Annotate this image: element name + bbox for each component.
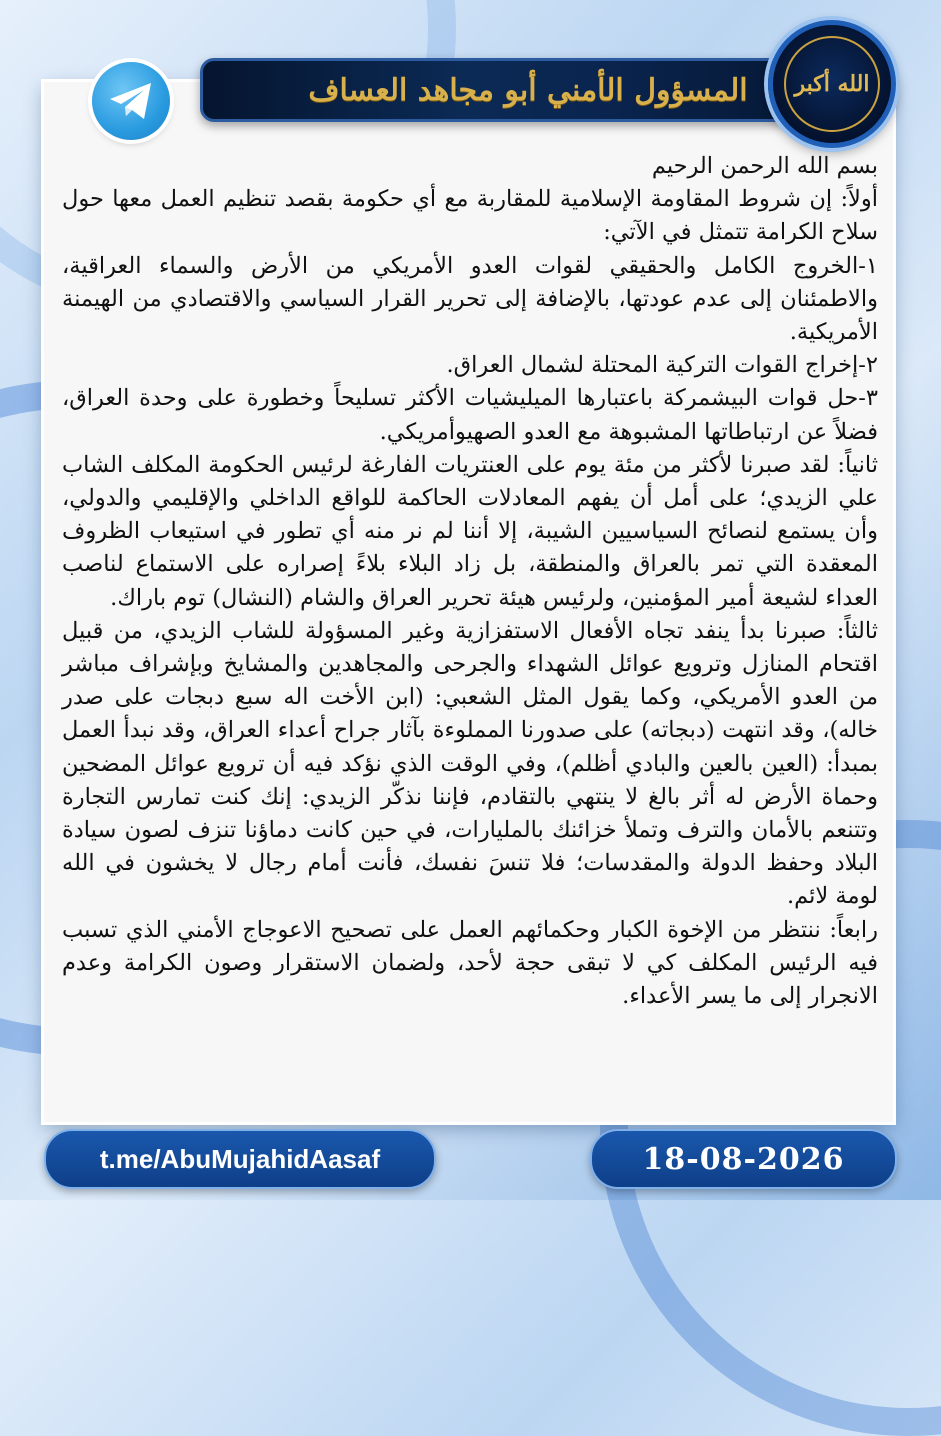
paragraph-condition-1: ١-الخروج الكامل والحقيقي لقوات العدو الأمريكي من الأرض والسماء العراقية، والاطمئنان إلى عدم عودتها، بالإضافة إلى تحرير القرار السياسي والاقتصادي من الهيمنة الأمريكية. xyxy=(62,252,878,346)
paragraph-third: ثالثاً: صبرنا بدأ ينفد تجاه الأفعال الاستفزازية وغير المسؤولة للشاب الزيدي، من قبيل اقتحام المنازل وترويع عوائل الشهداء والجرحى والمجاهدين والمشايخ وبإشراف مباشر من العدو الأمريكي، وكما يقول المثل الشعبي: (ابن الأخت اله سبع دبجات على صدر خاله)، وقد انتهت (دبجاته) على صدورنا المملوءة بآثار جراح أعداء العراق، وقد نبدأ العمل بمبدأ: (العين بالعين والبادي أظلم)، وفي الوقت الذي نؤكد فيه أن ترويع عوائل المضحين وحماة الأرض له أثر بالغ لا ينتهي بالتقادم، فإننا نذكّر الزيدي: إنك كنت تمارس التجارة وتتنعم بالأمان والترف وتملأ خزائنك بالمليارات، في حين كانت دماؤنا تنزف لصون سيادة البلاد وحفظ الدولة والمقدسات؛ فلا تنسَ نفسك، فأنت أمام رجال لا يخشون في الله لومة لائم. xyxy=(62,617,878,910)
telegram-link[interactable]: t.me/AbuMujahidAasaf xyxy=(99,1143,381,1174)
page-title: المسؤول الأمني أبو مجاهد العساف xyxy=(308,72,748,108)
emblem-ring xyxy=(784,36,880,132)
statement-date: 18-08-2026 xyxy=(642,1141,845,1177)
date-pill xyxy=(590,1129,897,1189)
allahu-akbar-emblem-icon xyxy=(768,20,896,148)
emblem-text: الله أكبر xyxy=(794,70,870,97)
statement-body xyxy=(62,150,878,1030)
paragraph-second: ثانياً: لقد صبرنا لأكثر من مئة يوم على العنتريات الفارغة لرئيس الحكومة المكلف الشاب علي الزيدي؛ على أمل أن يفهم المعادلات الحاكمة للواقع الداخلي والإقليمي والدولي، وأن يستمع لنصائح السياسيين الشيبة، إلا أننا لم نر منه أي تطور في استيعاب الظروف المعقدة التي تمر بالعراق والمنطقة، بل زاد البلاء بلاءً إصراره على الاستماع لناصب العداء لشيعة أمير المؤمنين، ولرئيس هيئة تحرير العراق والشام (النشال) توم باراك. xyxy=(62,451,878,611)
paragraph-first: أولاً: إن شروط المقاومة الإسلامية للمقاربة مع أي حكومة بقصد تنظيم العمل معها حول سلاح الكرامة تتمثل في الآتي: xyxy=(62,186,878,246)
title-bar xyxy=(200,58,856,122)
paragraph-fourth: رابعاً: ننتظر من الإخوة الكبار وحكمائهم العمل على تصحيح الاعوجاج الأمني الذي تسبب فيه الرئيس المكلف كي لا تبقى حجة لأحد، ولضمان الاستقرار وصون الكرامة وعدم الانجرار إلى ما يسر الأعداء. xyxy=(62,916,878,1010)
telegram-icon[interactable] xyxy=(92,62,170,140)
paper-plane-icon xyxy=(108,81,154,121)
paragraph-condition-3: ٣-حل قوات البيشمركة باعتبارها الميليشيات الأكثر تسليحاً وخطورة على وحدة العراق، فضلاً عن ارتباطاتها المشبوهة مع العدو الصهيوأمريكي. xyxy=(62,385,878,445)
paragraph-basmala: بسم الله الرحمن الرحيم xyxy=(651,153,878,179)
paragraph-condition-2: ٢-إخراج القوات التركية المحتلة لشمال العراق. xyxy=(446,352,878,379)
telegram-link-pill[interactable] xyxy=(44,1129,436,1189)
